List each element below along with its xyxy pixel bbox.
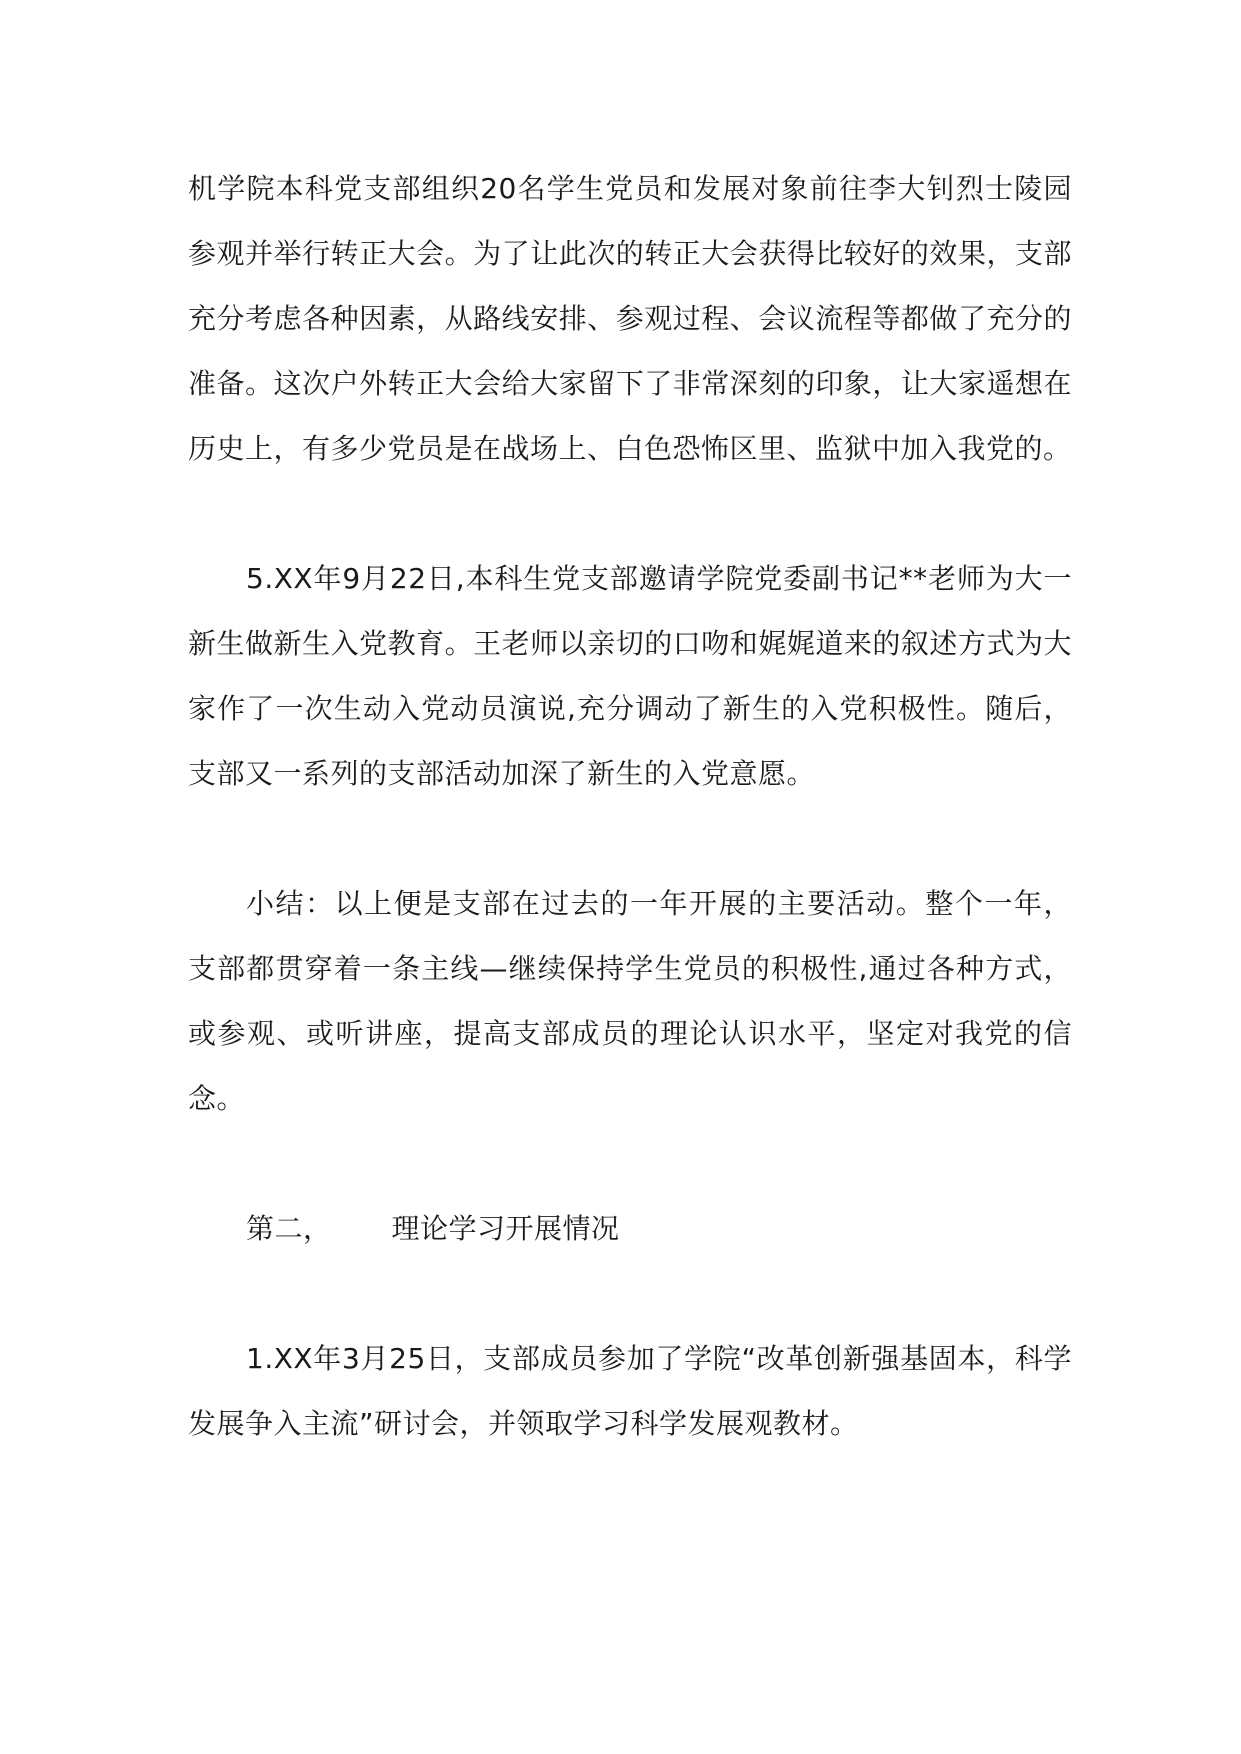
paragraph-gap [188,1131,1072,1196]
paragraph-gap [188,1261,1072,1326]
section-heading-title: 理论学习开展情况 [391,1212,620,1245]
paragraph-seminar: 1.XX年3月25日，支部成员参加了学院“改革创新强基固本，科学发展争入主流”研讨会，并领取学习科学发展观教材。 [188,1342,1072,1440]
paragraph-gap [188,481,1072,546]
section-heading-number: 第二， [246,1212,332,1245]
paragraph-gap [188,806,1072,871]
section-heading [188,1196,1072,1261]
paragraph-summary: 小结：以上便是支部在过去的一年开展的主要活动。整个一年，支部都贯穿着一条主线—继续保持学生党员的积极性,通过各种方式，或参观、或听讲座，提高支部成员的理论认识水平，坚定对我党的信念。 [188,887,1072,1115]
paragraph-party-visit: 机学院本科党支部组织20名学生党员和发展对象前往李大钊烈士陵园参观并举行转正大会。为了让此次的转正大会获得比较好的效果，支部充分考虑各种因素，从路线安排、参观过程、会议流程等都做了充分的准备。这次户外转正大会给大家留下了非常深刻的印象，让大家遥想在历史上，有多少党员是在战场上、白色恐怖区里、监狱中加入我党的。 [188,172,1072,465]
document-body [188,156,1072,1456]
paragraph-freshman-education: 5.XX年9月22日,本科生党支部邀请学院党委副书记**老师为大一新生做新生入党教育。王老师以亲切的口吻和娓娓道来的叙述方式为大家作了一次生动入党动员演说,充分调动了新生的入党积极性。随后，支部又一系列的支部活动加深了新生的入党意愿。 [188,562,1072,790]
